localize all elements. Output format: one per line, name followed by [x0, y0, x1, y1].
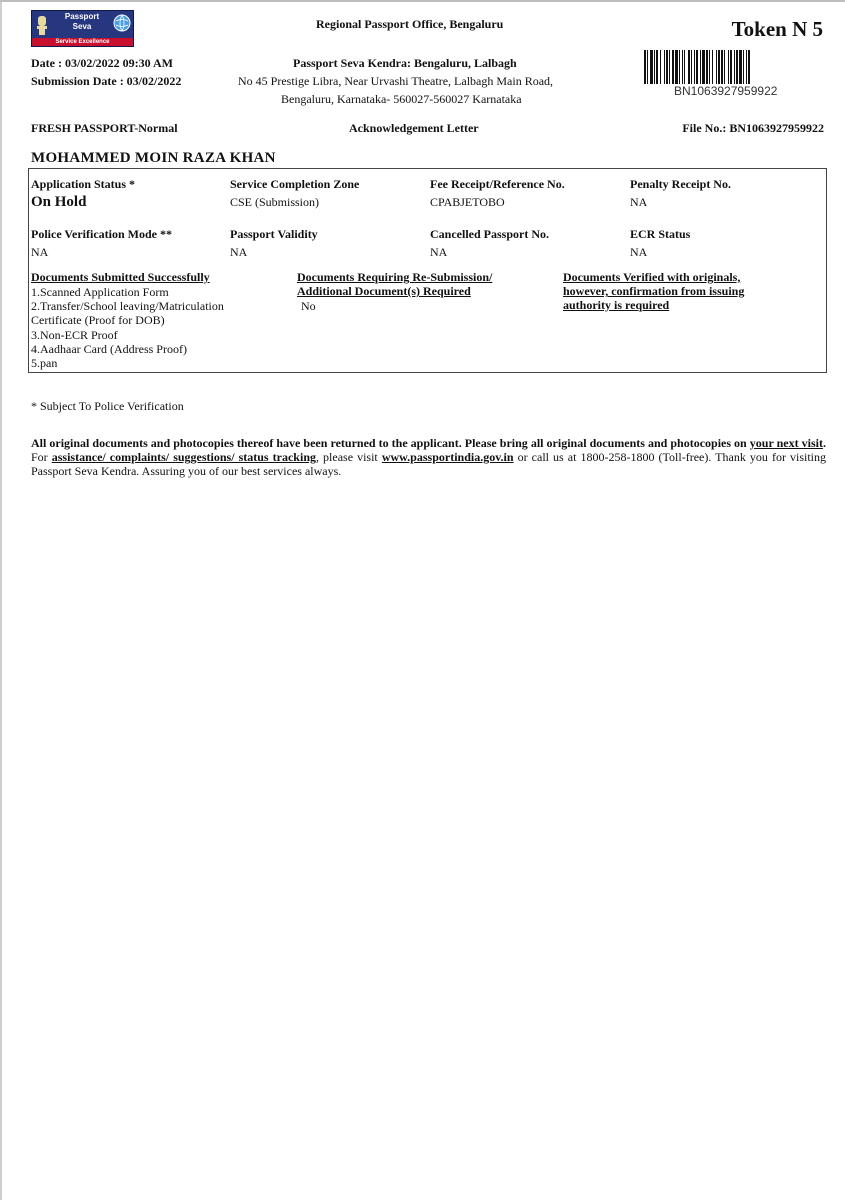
police-verification-note: * Subject To Police Verification [31, 399, 184, 413]
footer-rest-text: or call us at 1800-258-1800 (Toll-free). Thank you for visiting Passport Seva Kendra. Assuring you of our best services always. [31, 450, 827, 478]
logo-brand-text: Passport Seva [64, 12, 100, 31]
verified-heading-line1: Documents Verified with originals, [563, 270, 741, 284]
footer-paragraph [31, 436, 826, 478]
documents-submitted-list [31, 285, 224, 370]
ecr-status-value: NA [630, 245, 648, 259]
applicant-name: MOHAMMED MOIN RAZA KHAN [31, 150, 276, 166]
page-left-edge [0, 0, 2, 1200]
list-item: 2.Transfer/School leaving/Matriculation [31, 299, 224, 314]
letter-title: Acknowledgement Letter [349, 121, 479, 135]
list-item: Certificate (Proof for DOB) [31, 313, 165, 328]
passport-seva-logo [31, 10, 134, 47]
penalty-receipt-value: NA [630, 195, 648, 209]
logo-tagline: Service Excellence [32, 38, 133, 46]
token-number: Token N 5 [731, 17, 823, 41]
page-top-edge [0, 0, 845, 2]
fee-receipt-label: Fee Receipt/Reference No. [430, 177, 565, 191]
cancelled-passport-value: NA [430, 245, 448, 259]
resubmission-heading-line1: Documents Requiring Re-Submission/ [297, 270, 493, 284]
penalty-receipt-label: Penalty Receipt No. [630, 177, 731, 191]
verified-heading-line3: authority is required [563, 298, 670, 312]
website-link[interactable]: www.passportindia.gov.in [381, 450, 514, 464]
ecr-status-label: ECR Status [630, 227, 691, 241]
footer-visit-text: , please visit [316, 450, 382, 464]
psk-address-line2: Bengaluru, Karnataka- 560027-560027 Karnataka [281, 92, 522, 106]
psk-name: Passport Seva Kendra: Bengaluru, Lalbagh [293, 56, 517, 70]
documents-submitted-heading: Documents Submitted Successfully [31, 270, 210, 284]
resubmission-heading-line2: Additional Document(s) Required [297, 284, 471, 298]
list-item: 4.Aadhaar Card (Address Proof) [31, 341, 187, 356]
resubmission-value: No [301, 299, 316, 313]
service-zone-value: CSE (Submission) [230, 195, 320, 209]
footer-next-visit: your next visit [749, 436, 823, 450]
application-status-label: Application Status * [31, 177, 136, 191]
passport-type: FRESH PASSPORT-Normal [31, 121, 178, 135]
service-zone-label: Service Completion Zone [230, 177, 360, 191]
application-status-value: On Hold [31, 194, 87, 210]
national-emblem-icon [35, 14, 49, 38]
cancelled-passport-label: Cancelled Passport No. [430, 227, 549, 241]
office-title: Regional Passport Office, Bengaluru [316, 17, 504, 31]
globe-icon [113, 14, 131, 32]
police-verification-mode-label: Police Verification Mode ** [31, 227, 172, 241]
verified-heading-line2: however, confirmation from issuing [563, 284, 745, 298]
footer-for-text: For [31, 450, 52, 464]
submission-date: Submission Date : 03/02/2022 [31, 74, 182, 88]
passport-validity-value: NA [230, 245, 248, 259]
list-item: 1.Scanned Application Form [31, 285, 169, 299]
barcode-number: BN1063927959922 [674, 84, 778, 98]
police-verification-mode-value: NA [31, 245, 49, 259]
footer-bold-text: All original documents and photocopies thereof have been returned to the applicant. Please bring all original documents and photocopies on [31, 436, 750, 450]
list-item: 5.pan [31, 356, 58, 371]
assistance-link[interactable]: assistance/ complaints/ suggestions/ status tracking [51, 450, 316, 464]
footer-period: . [822, 436, 826, 450]
file-barcode [644, 50, 826, 84]
fee-receipt-value: CPABJETOBO [430, 195, 505, 209]
psk-address-line1: No 45 Prestige Libra, Near Urvashi Theatre, Lalbagh Main Road, [238, 74, 554, 88]
list-item: 3.Non-ECR Proof [31, 327, 118, 342]
passport-validity-label: Passport Validity [230, 227, 318, 241]
appointment-date: Date : 03/02/2022 09:30 AM [31, 56, 173, 70]
file-number: File No.: BN1063927959922 [682, 121, 824, 135]
